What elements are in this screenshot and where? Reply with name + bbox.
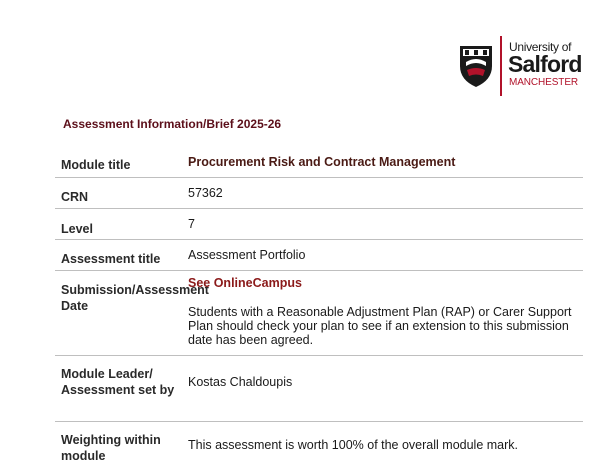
row-label: Level (61, 222, 93, 236)
page-title: Assessment Information/Brief 2025-26 (63, 117, 282, 131)
crest-icon (458, 42, 494, 88)
row-label: Weighting within module (61, 433, 161, 463)
row-value: Procurement Risk and Contract Management (188, 155, 456, 169)
logo-salford: Salford (508, 51, 582, 77)
table-row-module-leader (55, 356, 583, 422)
logo-manchester: MANCHESTER (509, 77, 579, 88)
rap-note: Students with a Reasonable Adjustment Plan (RAP) or Carer Support Plan should check your plan to see if an extension to this submission date has been agreed. (188, 305, 572, 347)
row-label: Assessment title (61, 252, 161, 266)
row-value: Kostas Chaldoupis (188, 375, 293, 389)
logo-university-of: University of (509, 40, 572, 54)
table-row-weighting (55, 422, 583, 467)
table-row-level (55, 209, 583, 240)
row-value (188, 276, 578, 347)
table-row-assessment-title (55, 240, 583, 271)
row-value: This assessment is worth 100% of the overall module mark. (188, 438, 518, 452)
row-value: 7 (188, 217, 195, 231)
logo-divider (500, 36, 502, 96)
row-label: Submission/Assessment Date (61, 283, 209, 313)
university-logo (458, 36, 588, 98)
table-row-submission-date (55, 271, 583, 356)
table-row-crn (55, 178, 583, 209)
row-value: 57362 (188, 186, 223, 200)
submission-link[interactable]: See OnlineCampus (188, 276, 302, 290)
row-label: Module title (61, 158, 131, 172)
row-label: Module Leader/ Assessment set by (61, 367, 175, 397)
table-row-module-title (55, 147, 583, 178)
row-label: CRN (61, 190, 89, 204)
row-value: Assessment Portfolio (188, 248, 306, 262)
assessment-info-table (55, 147, 583, 467)
